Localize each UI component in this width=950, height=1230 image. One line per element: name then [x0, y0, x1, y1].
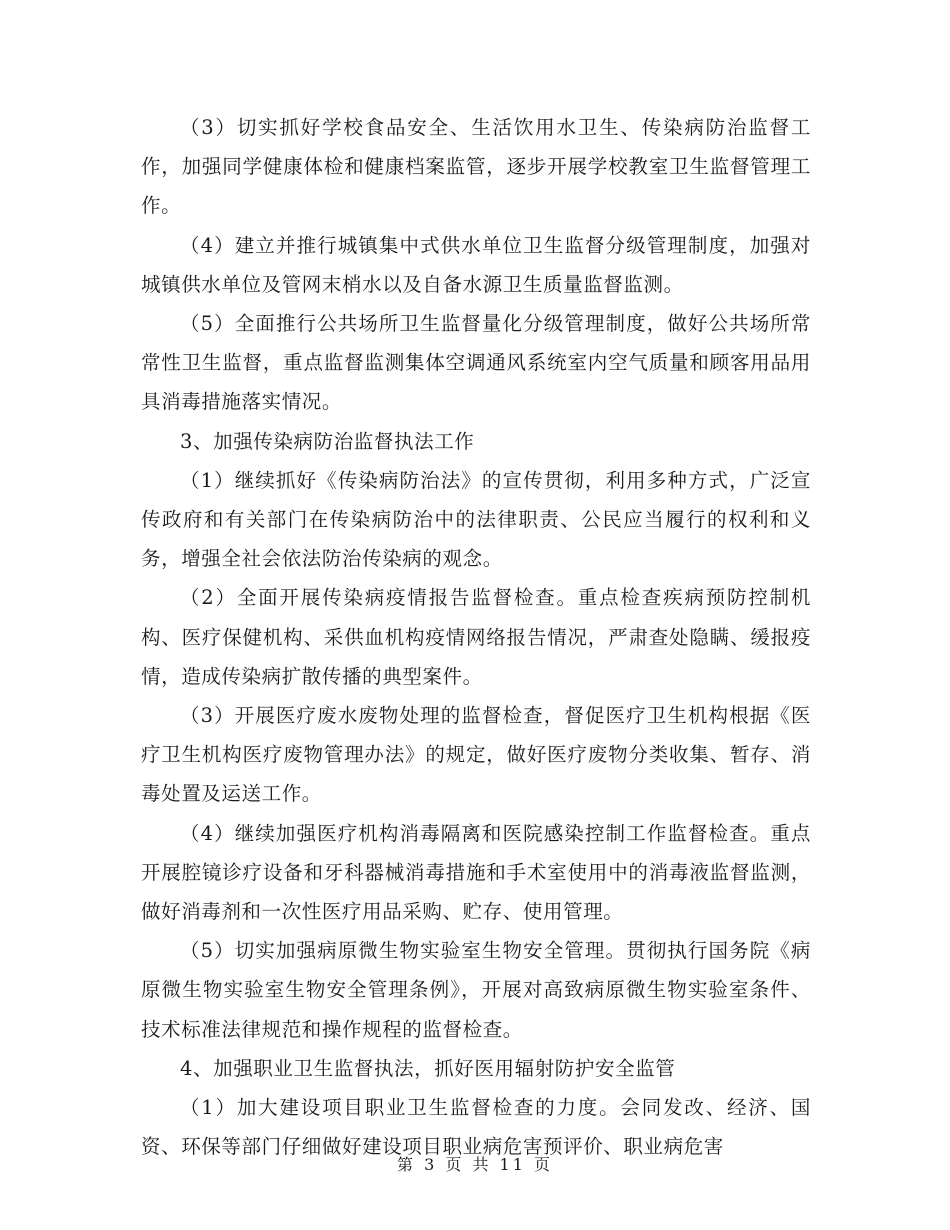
paragraph-epidemic-report: （2）全面开展传染病疫情报告监督检查。重点检查疾病预防控制机构、医疗保健机构、采供血机构疫情网络报告情况，严肃查处隐瞒、缓报疫情，造成传染病扩散传播的典型案件。 — [141, 586, 811, 688]
paragraph-water-supply: （4）建立并推行城镇集中式供水单位卫生监督分级管理制度，加强对城镇供水单位及管网末梢水以及自备水源卫生质量监督监测。 — [141, 233, 811, 296]
paragraph-disinfection: （4）继续加强医疗机构消毒隔离和医院感染控制工作监督检查。重点开展腔镜诊疗设备和牙科器械消毒措施和手术室使用中的消毒液监督监测，做好消毒剂和一次性医疗用品采购、贮存、使用管理。 — [141, 821, 811, 924]
paragraph-school-hygiene: （3）切实抓好学校食品安全、生活饮用水卫生、传染病防治监督工作，加强同学健康体检和健康档案监管，逐步开展学校教室卫生监督管理工作。 — [141, 116, 811, 218]
paragraph-medical-waste: （3）开展医疗废水废物处理的监督检查，督促医疗卫生机构根据《医疗卫生机构医疗废物管理办法》的规定，做好医疗废物分类收集、暂存、消毒处置及运送工作。 — [141, 704, 811, 806]
paragraph-law-publicity: （1）继续抓好《传染病防治法》的宣传贯彻，利用多种方式，广泛宣传政府和有关部门在传染病防治中的法律职责、公民应当履行的权利和义务，增强全社会依法防治传染病的观念。 — [141, 468, 811, 571]
section-heading-occupational-health: 4、加强职业卫生监督执法，抓好医用辐射防护安全监管 — [180, 1056, 676, 1080]
section-heading-infectious-disease: 3、加强传染病防治监督执法工作 — [180, 429, 475, 453]
document-body — [141, 108, 811, 1166]
paragraph-public-places: （5）全面推行公共场所卫生监督量化分级管理制度，做好公共场所常常性卫生监督，重点监督监测集体空调通风系统室内空气质量和顾客用品用具消毒措施落实情况。 — [141, 312, 811, 414]
paragraph-lab-biosafety: （5）切实加强病原微生物实验室生物安全管理。贯彻执行国务院《病原微生物实验室生物安全管理条例》，开展对高致病原微生物实验室条件、技术标准法律规范和操作规程的监督检查。 — [141, 939, 811, 1041]
page-footer: 第 3 页 共 11 页 — [397, 1155, 553, 1174]
paragraph-construction-projects: （1）加大建设项目职业卫生监督检查的力度。会同发改、经济、国资、环保等部门仔细做好建设项目职业病危害预评价、职业病危害 — [141, 1096, 811, 1159]
